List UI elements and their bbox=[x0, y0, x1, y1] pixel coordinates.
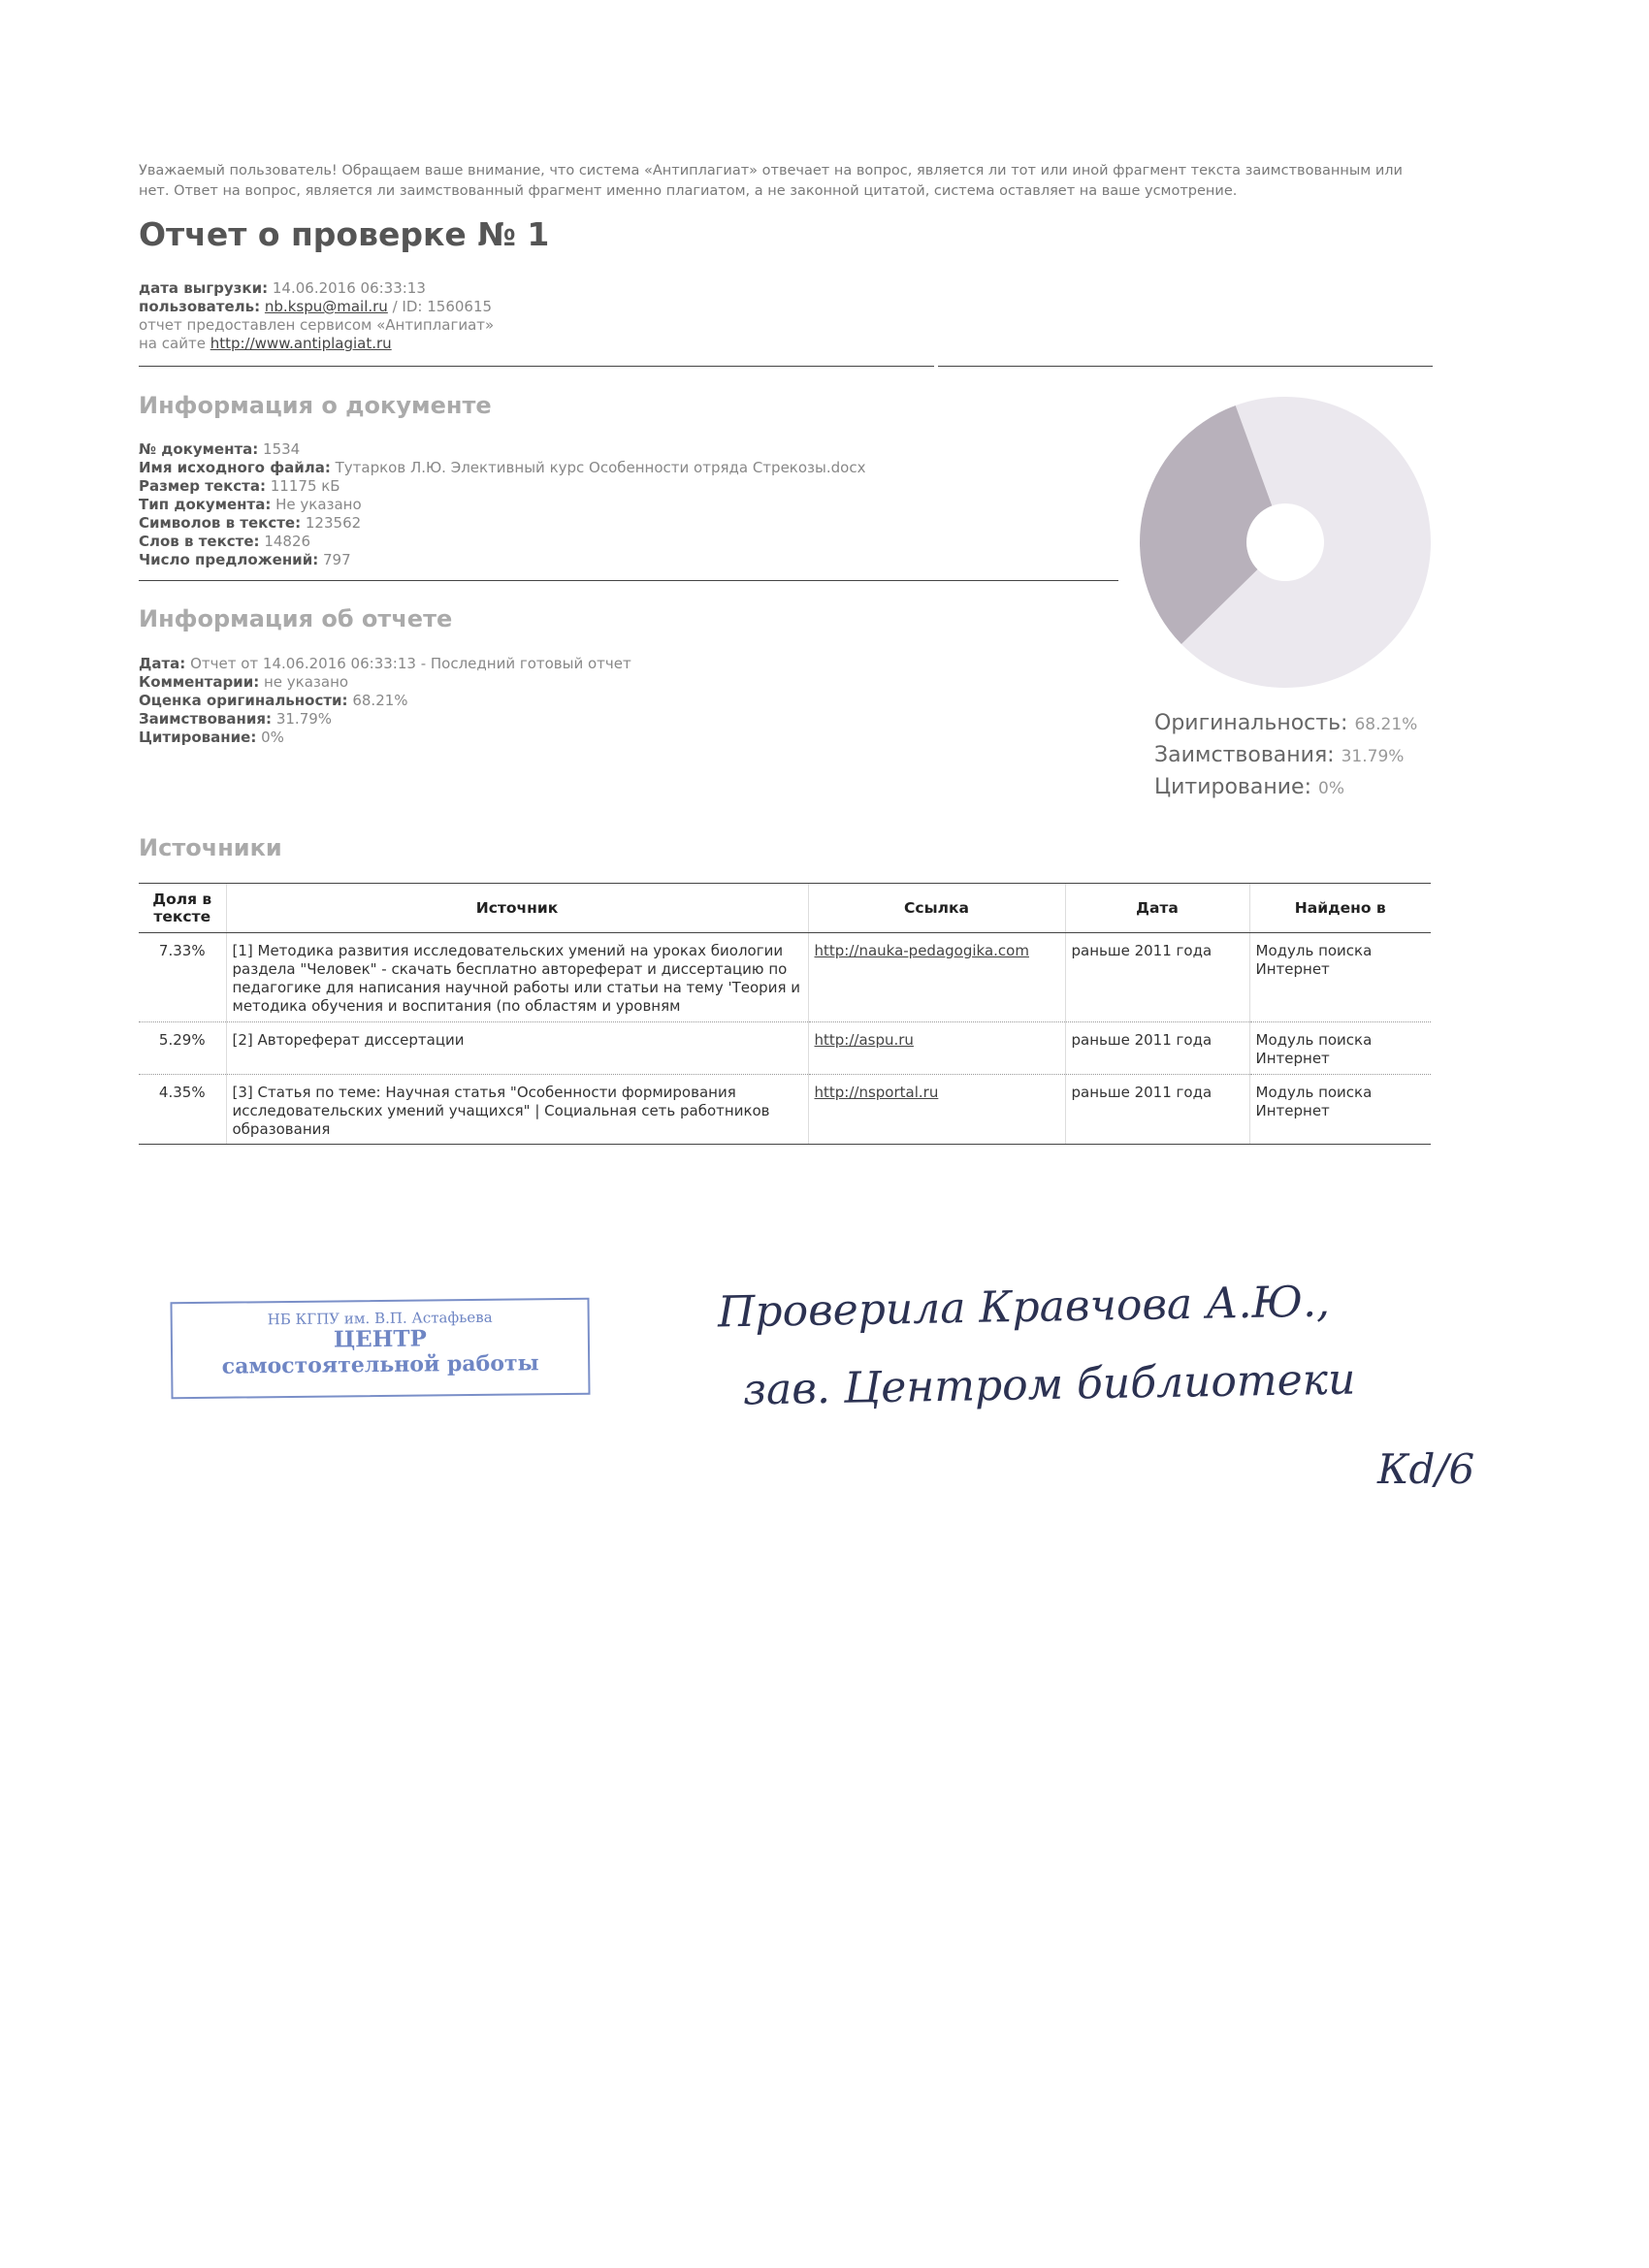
upload-date-row bbox=[139, 279, 494, 298]
field-label: Оценка оригинальности: bbox=[139, 692, 348, 709]
legend-label: Оригинальность: bbox=[1154, 711, 1348, 735]
upload-date-value: 14.06.2016 06:33:13 bbox=[272, 279, 426, 297]
field-label: Символов в тексте: bbox=[139, 514, 302, 532]
words-row bbox=[139, 533, 865, 551]
field-value: 1534 bbox=[263, 440, 301, 458]
doc-info-heading: Информация о документе bbox=[139, 392, 492, 419]
stamp-line-center: ЦЕНТР bbox=[333, 1325, 427, 1353]
col-date: Дата bbox=[1065, 884, 1249, 933]
field-label: Тип документа: bbox=[139, 496, 272, 513]
legend-label: Цитирование: bbox=[1154, 775, 1311, 799]
text-size-row bbox=[139, 477, 865, 496]
citation-row bbox=[139, 729, 631, 747]
source-title: [3] Статья по теме: Научная статья "Особенности формирования исследовательских умений учащихся" | Социальная сеть работников образования bbox=[226, 1075, 808, 1145]
comments-row bbox=[139, 673, 631, 692]
report-meta bbox=[139, 279, 494, 353]
report-info-heading: Информация об отчете bbox=[139, 605, 453, 632]
source-title: [2] Автореферат диссертации bbox=[226, 1022, 808, 1075]
signature-mark: Кd/6 bbox=[1377, 1445, 1475, 1493]
source-link[interactable]: http://aspu.ru bbox=[814, 1031, 914, 1049]
table-row bbox=[139, 1075, 1431, 1145]
field-value: 123562 bbox=[305, 514, 362, 532]
field-label: Дата: bbox=[139, 655, 186, 672]
report-date-row bbox=[139, 655, 631, 673]
site-prefix: на сайте bbox=[139, 335, 206, 352]
pie-center-hole bbox=[1246, 503, 1324, 581]
table-row bbox=[139, 933, 1431, 1022]
signature-line-1: Проверила Кравчова А.Ю., bbox=[717, 1277, 1331, 1338]
table-row bbox=[139, 1022, 1431, 1075]
legend-value: 31.79% bbox=[1341, 747, 1405, 766]
source-date: раньше 2011 года bbox=[1065, 1022, 1249, 1075]
pie-legend bbox=[1154, 708, 1417, 804]
sources-heading: Источники bbox=[139, 834, 282, 861]
source-found: Модуль поиска Интернет bbox=[1249, 933, 1431, 1022]
field-label: Число предложений: bbox=[139, 551, 319, 568]
field-label: Размер текста: bbox=[139, 477, 266, 495]
field-value: 14826 bbox=[264, 533, 311, 550]
doc-type-row bbox=[139, 496, 865, 514]
source-link[interactable]: http://nsportal.ru bbox=[814, 1084, 939, 1101]
col-source: Источник bbox=[226, 884, 808, 933]
originality-pie-chart bbox=[1135, 392, 1436, 693]
field-label: № документа: bbox=[139, 440, 259, 458]
field-label: Комментарии: bbox=[139, 673, 260, 691]
legend-value: 68.21% bbox=[1354, 715, 1418, 734]
site-row bbox=[139, 335, 494, 353]
col-share: Доля в тексте bbox=[139, 884, 226, 933]
signature-line-2: зав. Центром библиотеки bbox=[742, 1354, 1356, 1415]
chars-row bbox=[139, 514, 865, 533]
source-found: Модуль поиска Интернет bbox=[1249, 1075, 1431, 1145]
legend-citation bbox=[1154, 772, 1417, 804]
source-share: 5.29% bbox=[139, 1022, 226, 1075]
user-row bbox=[139, 298, 494, 316]
legend-label: Заимствования: bbox=[1154, 743, 1335, 767]
user-id: / ID: 1560615 bbox=[392, 298, 493, 315]
col-link: Ссылка bbox=[808, 884, 1065, 933]
stamp-line-institution: НБ КГПУ им. В.П. Астафьева bbox=[267, 1308, 493, 1329]
source-title: [1] Методика развития исследовательских умений на уроках биологии раздела "Человек" - скачать бесплатно автореферат и диссертацию по педагогике для написания научной работы или статьи на тему 'Теория и методика обучения и воспитания (по областям и уровням bbox=[226, 933, 808, 1022]
field-label: Слов в тексте: bbox=[139, 533, 260, 550]
sentences-row bbox=[139, 551, 865, 569]
field-value: Тутарков Л.Ю. Элективный курс Особенности отряда Стрекозы.docx bbox=[335, 459, 866, 476]
doc-number-row bbox=[139, 440, 865, 459]
col-found: Найдено в bbox=[1249, 884, 1431, 933]
provided-by: отчет предоставлен сервисом «Антиплагиат» bbox=[139, 316, 495, 334]
field-value: 68.21% bbox=[352, 692, 408, 709]
disclaimer-notice: Уважаемый пользователь! Обращаем ваше внимание, что система «Антиплагиат» отвечает на вопрос, является ли тот или иной фрагмент текста заимствованным или нет. Ответ на вопрос, является ли заимствованный фрагмент именно плагиатом, а не законной цитатой, система оставляет на ваше усмотрение. bbox=[139, 163, 1403, 199]
report-info-list bbox=[139, 655, 631, 747]
table-header-row bbox=[139, 884, 1431, 933]
field-label: Заимствования: bbox=[139, 710, 273, 728]
borrowing-row bbox=[139, 710, 631, 729]
sources-table bbox=[139, 883, 1431, 1145]
field-value: 797 bbox=[322, 551, 351, 568]
source-date: раньше 2011 года bbox=[1065, 933, 1249, 1022]
field-value: не указано bbox=[263, 673, 349, 691]
field-value: Отчет от 14.06.2016 06:33:13 - Последний готовый отчет bbox=[190, 655, 631, 672]
field-value: 0% bbox=[261, 729, 284, 746]
legend-originality bbox=[1154, 708, 1417, 740]
field-value: Не указано bbox=[275, 496, 362, 513]
doc-info-divider bbox=[139, 580, 1118, 581]
source-share: 4.35% bbox=[139, 1075, 226, 1145]
meta-divider-right bbox=[938, 366, 1433, 367]
legend-value: 0% bbox=[1318, 779, 1344, 798]
source-link[interactable]: http://nauka-pedagogika.com bbox=[814, 942, 1029, 959]
field-label: Имя исходного файла: bbox=[139, 459, 331, 476]
field-label: Цитирование: bbox=[139, 729, 257, 746]
site-link[interactable]: http://www.antiplagiat.ru bbox=[210, 335, 392, 352]
user-email-link[interactable]: nb.kspu@mail.ru bbox=[264, 298, 388, 315]
upload-date-label: дата выгрузки: bbox=[139, 279, 269, 297]
legend-borrowing bbox=[1154, 740, 1417, 772]
doc-info-list bbox=[139, 440, 865, 569]
field-value: 11175 кБ bbox=[270, 477, 340, 495]
report-title: Отчет о проверке № 1 bbox=[139, 215, 550, 253]
source-date: раньше 2011 года bbox=[1065, 1075, 1249, 1145]
user-label: пользователь: bbox=[139, 298, 261, 315]
file-name-row bbox=[139, 459, 865, 477]
originality-row bbox=[139, 692, 631, 710]
source-found: Модуль поиска Интернет bbox=[1249, 1022, 1431, 1075]
meta-divider-left bbox=[139, 366, 934, 367]
library-stamp bbox=[170, 1298, 590, 1400]
source-share: 7.33% bbox=[139, 933, 226, 1022]
field-value: 31.79% bbox=[275, 710, 333, 728]
stamp-line-dept: самостоятельной работы bbox=[221, 1350, 539, 1379]
